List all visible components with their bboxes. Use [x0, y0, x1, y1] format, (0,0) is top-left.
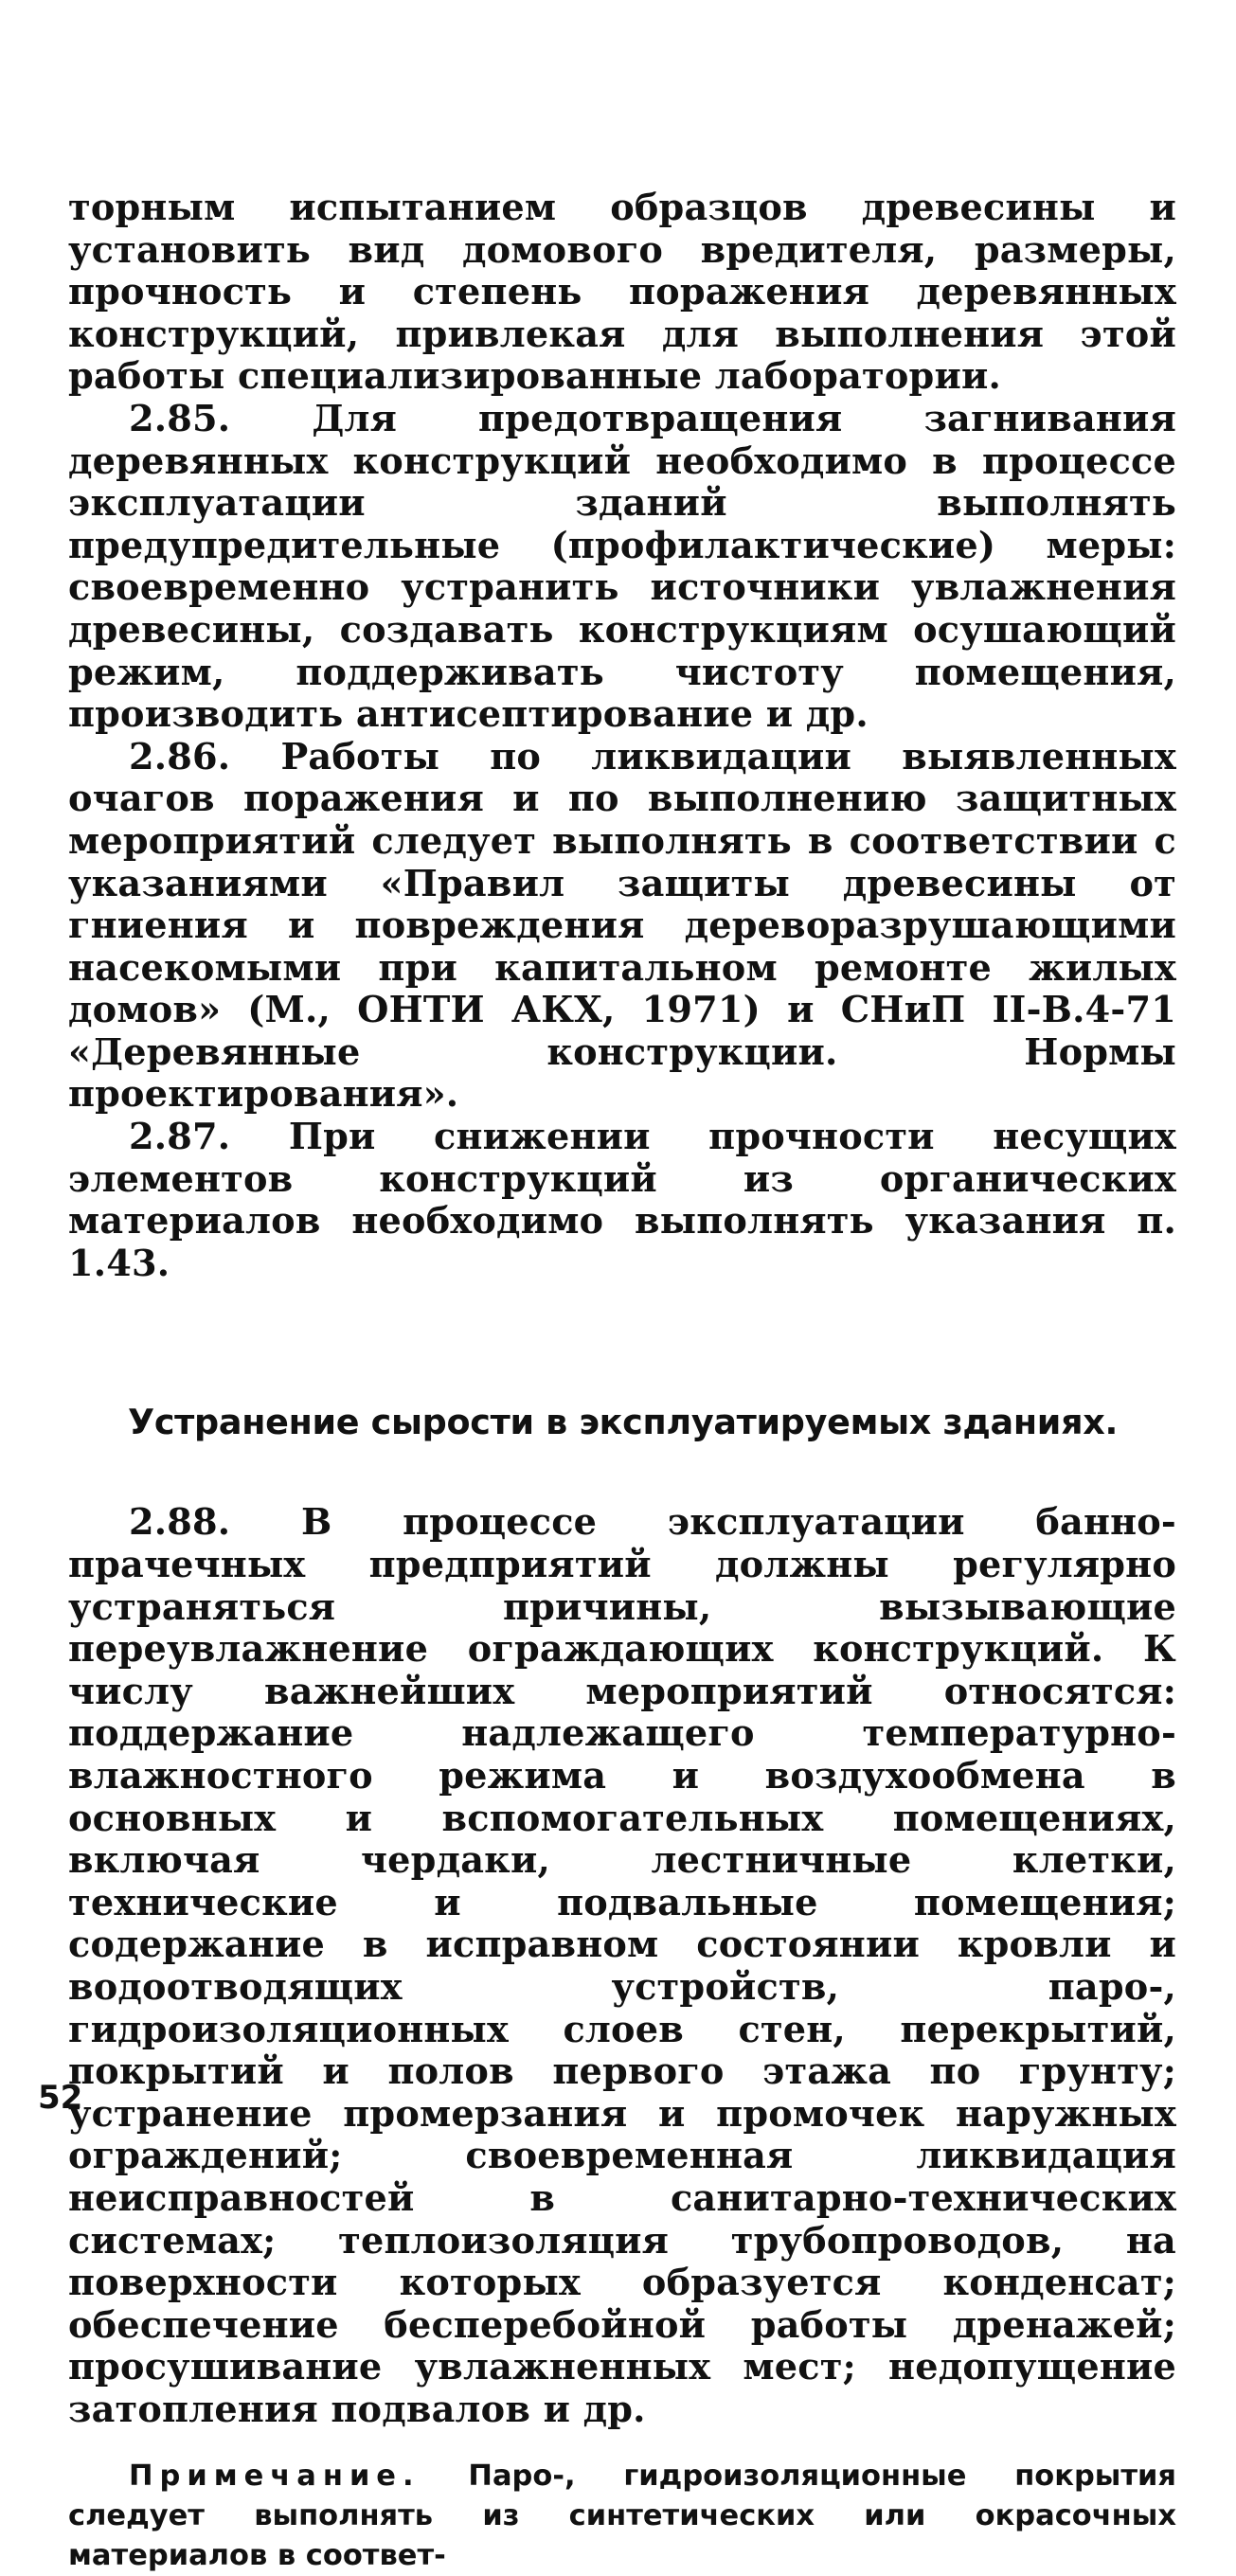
- page-body: [68, 188, 1176, 2576]
- note-text: Паро-, гидроизоляционные покрытия следует выполнять из синтетических или окрасочных материалов в соответ-: [68, 2459, 1177, 2572]
- paragraph-continuation: торным испытанием образцов древесины и установить вид домового вредителя, размеры, прочность и степень поражения деревянных конструкций, привлекая для выполнения этой работы специализированные лаборатории.: [68, 187, 1176, 399]
- paragraph-2-86: 2.86. Работы по ликвидации выявленных очагов поражения и по выполнению защитных мероприятий следует выполнять в соответствии с указаниями «Правил защиты древесины от гниения и повреждения дереворазрушающими насекомыми при капитальном ремонте жилых домов» (М., ОНТИ АКХ, 1971) и СНиП II-В.4-71 «Деревянные конструкции. Нормы проектирования».: [68, 735, 1176, 1117]
- paragraph-2-88: 2.88. В процессе эксплуатации банно-прачечных предприятий должны регулярно устраняться причины, вызывающие переувлажнение ограждающих конструкций. К числу важнейших мероприятий относятся: поддержание надлежащего температурно-влажностного режима и воздухообмена в основных и вспомогательных помещениях, включая чердаки, лестничные клетки, технические и подвальные помещения; содержание в исправном состоянии кровли и водоотводящих устройств, паро-, гидроизоляционных слоев стен, перекрытий, покрытий и полов первого этажа по грунту; устранение промерзания и промочек наружных ограждений; своевременная ликвидация неисправностей в санитарно-технических системах; теплоизоляция трубопроводов, на поверхности которых образуется конденсат; обеспечение бесперебойной работы дренажей; просушивание увлажненных мест; недопущение затопления подвалов и др.: [68, 1501, 1176, 2431]
- section-heading: Устранение сырости в эксплуатируемых зданиях.: [128, 1402, 1119, 1443]
- paragraph-2-87: 2.87. При снижении прочности несущих элементов конструкций из органических материалов необходимо выполнять указания п. 1.43.: [68, 1116, 1176, 1285]
- paragraph-2-85: 2.85. Для предотвращения загнивания деревянных конструкций необходимо в процессе эксплуатации зданий выполнять предупредительные (профилактические) меры: своевременно устранить источники увлажнения древесины, создавать конструкциям осушающий режим, поддерживать чистоту помещения, производить антисептирование и др.: [68, 397, 1176, 737]
- footnote: [68, 2457, 1176, 2576]
- note-label: Примечание.: [129, 2459, 421, 2493]
- page-number: 52: [38, 2079, 83, 2117]
